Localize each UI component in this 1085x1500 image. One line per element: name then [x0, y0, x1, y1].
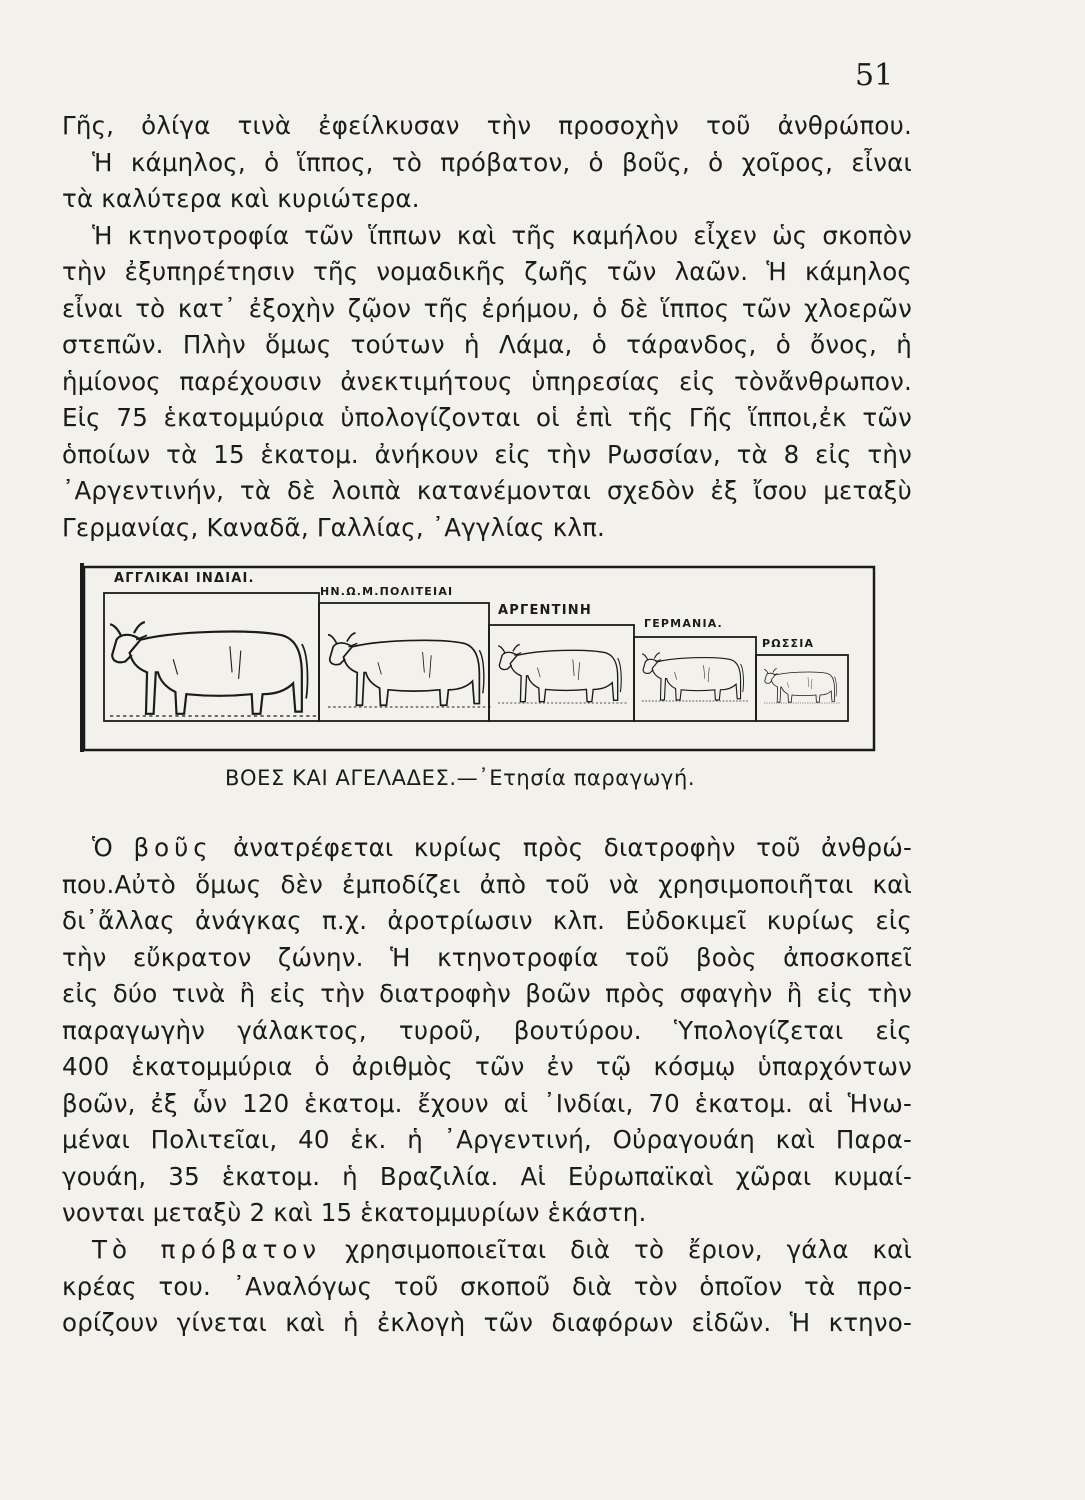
- text-line: κρέας του. ᾽Αναλόγως τοῦ σκοποῦ διὰ τὸν ὁποῖον τὰ προ-: [62, 1271, 912, 1301]
- text-line: Ἡ κάμηλος, ὁ ἵππος, τὸ πρόβατον, ὁ βοῦς, ὁ χοῖρος, εἶναι: [92, 147, 912, 177]
- text-line: στεπῶν. Πλὴν ὅμως τούτων ἡ Λάμα, ὁ τάρανδος, ὁ ὄνος, ἡ: [62, 330, 912, 359]
- text-line: Γερμανίας, Καναδᾶ, Γαλλίας, ᾽Αγγλίας κλπ.: [62, 512, 606, 542]
- emphasized-word: βοῦς: [133, 833, 213, 862]
- cattle-illustration: [78, 555, 878, 755]
- text-line: Εἰς 75 ἑκατομμύρια ὑπολογίζονται οἱ ἐπὶ τῆς Γῆς ἵπποι,ἐκ τῶν: [62, 403, 912, 432]
- text-line: γουάη, 35 ἑκατομ. ἡ Βραζιλία. Αἱ Εὐρωπαϊκαὶ χῶραι κυμαί-: [62, 1161, 912, 1191]
- paragraph-lead: Ὁ: [92, 833, 113, 862]
- text-line: ορίζουν γίνεται καὶ ἡ ἐκλογὴ τῶν διαφόρων εἰδῶν. Ἡ κτηνο-: [62, 1308, 912, 1337]
- text-line: [62, 1232, 912, 1269]
- text-line: νονται μεταξὺ 2 καὶ 15 ἑκατομμυρίων ἑκάστη.: [62, 1198, 647, 1227]
- text-line: Γῆς, ὀλίγα τινὰ ἐφείλκυσαν τὴν προσοχὴν τοῦ ἀνθρώπου.: [62, 111, 912, 140]
- text-line: παραγωγὴν γάλακτος, τυροῦ, βουτύρου. Ὑπολογίζεται εἰς: [62, 1015, 912, 1045]
- text-line: εἶναι τὸ κατ᾽ ἐξοχὴν ζῷον τῆς ἐρήμου, ὁ δὲ ἵππος τῶν χλοερῶν: [62, 293, 912, 323]
- text-line: ᾽Αργεντινήν, τὰ δὲ λοιπὰ κατανέμονται σχεδὸν ἐξ ἴσου μεταξὺ: [62, 476, 912, 505]
- text-line: [62, 830, 912, 867]
- page-number: 51: [855, 58, 894, 93]
- sheep-paragraph: [62, 1232, 912, 1342]
- text-line: τὴν εὔκρατον ζώνην. Ἡ κτηνοτροφία τοῦ βοὸς ἀποσκοπεῖ: [62, 942, 912, 972]
- text-line: τὴν ἐξυπηρέτησιν τῆς νομαδικῆς ζωῆς τῶν λαῶν. Ἡ κάμηλος: [62, 257, 912, 286]
- ox-paragraph: [62, 830, 912, 1232]
- line-rest: χρησιμοποιεῖται διὰ τὸ ἔριον, γάλα καὶ: [344, 1235, 912, 1264]
- text-line: τὰ καλύτερα καὶ κυριώτερα.: [62, 184, 420, 213]
- emphasized-word: Τὸ πρόβατον: [92, 1235, 322, 1264]
- text-line: εἰς δύο τινὰ ἢ εἰς τὴν διατροφὴν βοῶν πρὸς σφαγὴν ἢ εἰς τὴν: [62, 979, 912, 1008]
- top-paragraph: [62, 108, 912, 546]
- text-line: ἡμίονος παρέχουσιν ἀνεκτιμήτους ὑπηρεσίας εἰς τὸνἄνθρωπον.: [62, 366, 912, 396]
- label-india: ΑΓΓΛΙΚΑΙ ΙΝΔΙΑΙ.: [114, 571, 255, 586]
- text-line: Ἡ κτηνοτροφία τῶν ἵππων καὶ τῆς καμήλου εἶχεν ὡς σκοπὸν: [92, 220, 912, 250]
- label-usa: ΗΝ.Ω.Μ.ΠΟΛΙΤΕΙΑΙ: [320, 585, 454, 598]
- label-argentina: ΑΡΓΕΝΤΙΝΗ: [498, 603, 592, 618]
- text-line: που.Αὐτὸ ὅμως δὲν ἐμποδίζει ἀπὸ τοῦ νὰ χρησιμοποιῆται καὶ: [62, 869, 912, 899]
- label-russia: ΡΩΣΣΙΑ: [762, 637, 815, 650]
- text-line: ὁποίων τὰ 15 ἑκατομ. ἀνήκουν εἰς τὴν Ρωσσίαν, τὰ 8 εἰς τὴν: [62, 439, 912, 469]
- figure-caption: ΒΟΕΣ ΚΑΙ ΑΓΕΛΑΔΕΣ.—᾽Ετησία παραγωγή.: [225, 766, 696, 790]
- text-line: 400 ἑκατομμύρια ὁ ἀριθμὸς τῶν ἐν τῷ κόσμῳ ὑπαρχόντων: [62, 1052, 912, 1081]
- text-line: δι᾽ἄλλας ἀνάγκας π.χ. ἀροτρίωσιν κλπ. Εὐδοκιμεῖ κυρίως εἰς: [62, 906, 912, 935]
- text-line: βοῶν, ἐξ ὧν 120 ἑκατομ. ἔχουν αἱ ᾽Ινδίαι, 70 ἑκατομ. αἱ Ἡνω-: [62, 1088, 912, 1118]
- line-rest: ἀνατρέφεται κυρίως πρὸς διατροφὴν τοῦ ἀνθρώ-: [233, 833, 912, 862]
- label-germany: ΓΕΡΜΑΝΙΑ.: [644, 617, 723, 630]
- text-line: μέναι Πολιτεῖαι, 40 ἑκ. ἡ ᾽Αργεντινή, Οὐραγουάη καὶ Παρα-: [62, 1125, 912, 1154]
